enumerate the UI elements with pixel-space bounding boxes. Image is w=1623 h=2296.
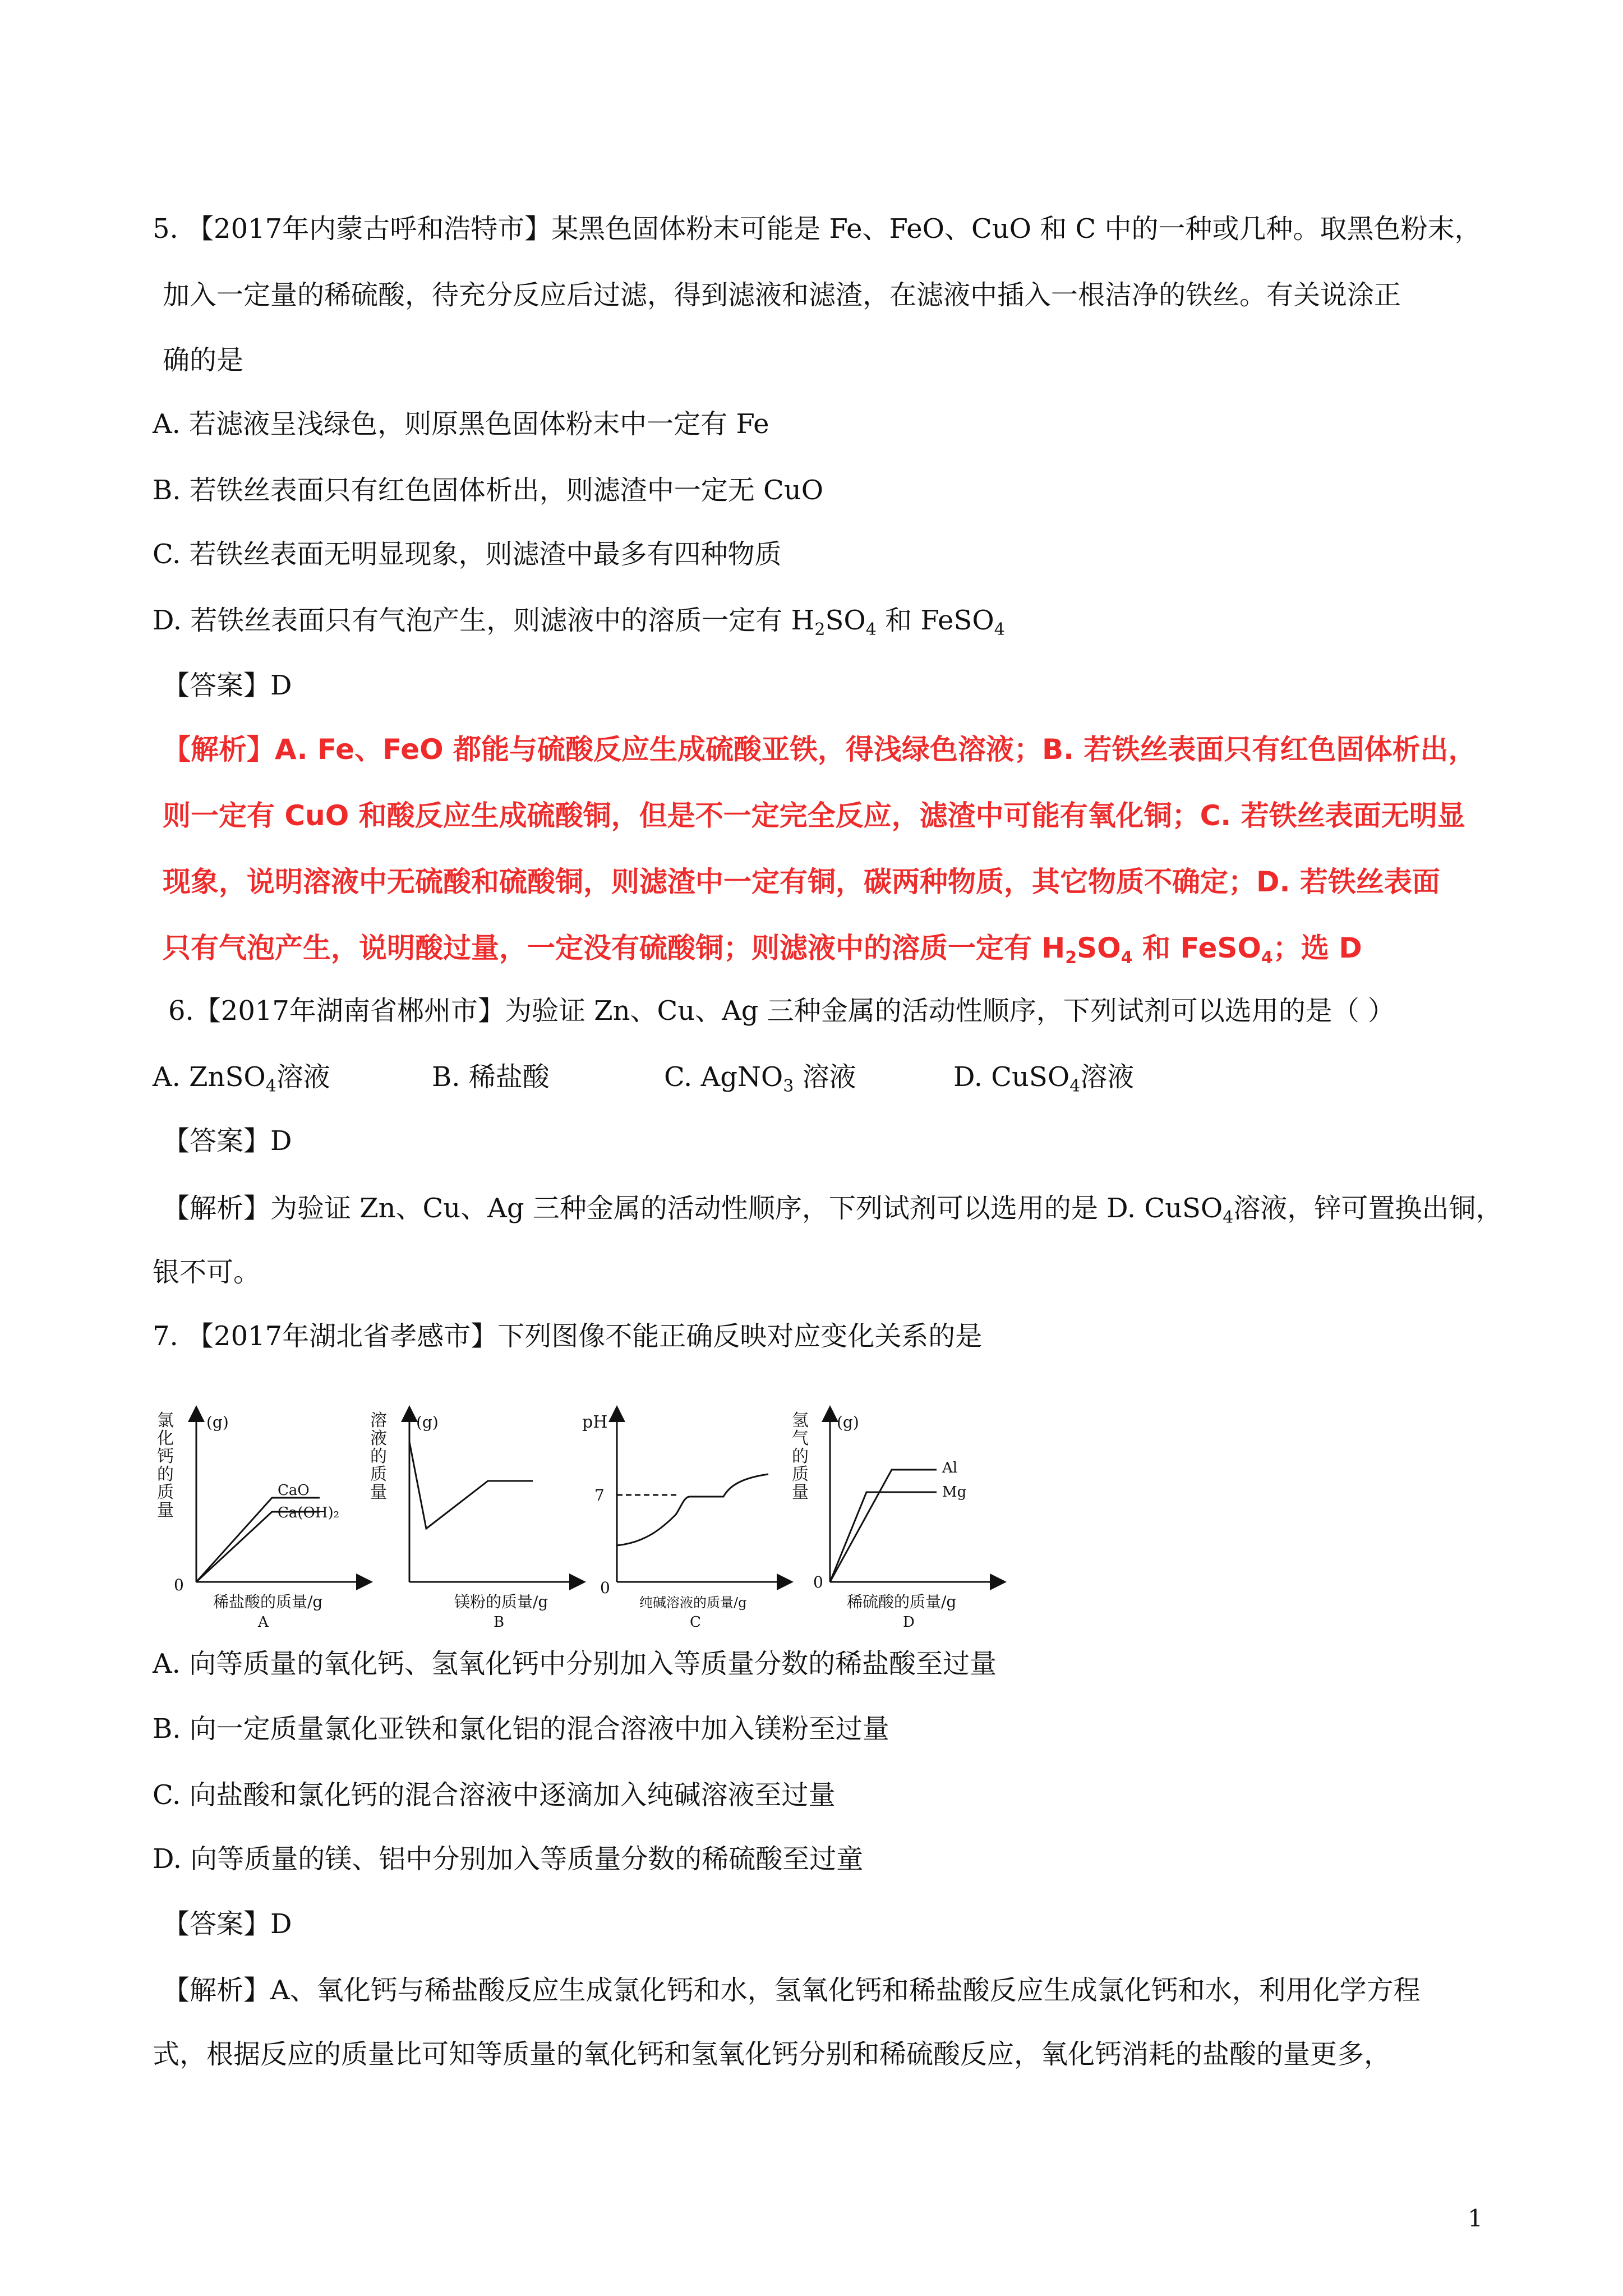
q5-analysis-line-3: 现象，说明溶液中无硫酸和硫酸铜，则滤渣中一定有铜，碳两种物质，其它物质不确定；D. 若铁丝表面 xyxy=(163,866,1440,898)
graph-a-xlabel: 稀盐酸的质量/g xyxy=(213,1593,323,1611)
graph-d-label-mg: Mg xyxy=(942,1484,967,1501)
graph-b-caption: B xyxy=(494,1614,505,1627)
graph-d-origin: 0 xyxy=(813,1573,823,1591)
graph-d-curve-al xyxy=(830,1470,937,1582)
graph-a-ylabel: 氯化钙的质量 xyxy=(157,1411,174,1520)
graph-a-unit: (g) xyxy=(206,1413,229,1432)
graph-a-label-caoh2: Ca(OH)₂ xyxy=(278,1504,340,1521)
q5-stem-line-1: 5. 【2017年内蒙古呼和浩特市】某黑色固体粉末可能是 Fe、FeO、CuO 和 C 中的一种或几种。取黑色粉末， xyxy=(153,213,1482,245)
q7-option-a: A. 向等质量的氧化钙、氢氧化钙中分别加入等质量分数的稀盐酸至过量 xyxy=(153,1648,997,1680)
q5-option-a: A. 若滤液呈浅绿色，则原黑色固体粉末中一定有 Fe xyxy=(153,408,769,440)
graph-a-curve-caoh2 xyxy=(196,1512,320,1582)
q5-option-b: B. 若铁丝表面只有红色固体析出，则滤渣中一定无 CuO xyxy=(153,475,824,506)
graph-b-curve xyxy=(409,1442,533,1529)
q5-stem-line-3: 确的是 xyxy=(163,344,244,376)
q7-stem: 7. 【2017年湖北省孝感市】下列图像不能正确反映对应变化关系的是 xyxy=(153,1320,983,1352)
q5-stem-line-2: 加入一定量的稀硫酸，待充分反应后过滤，得到滤液和滤渣，在滤液中插入一根洁净的铁丝。有关说涂正 xyxy=(163,279,1401,311)
q7-answer: 【答案】D xyxy=(163,1908,292,1940)
graph-a-caption: A xyxy=(258,1614,269,1627)
graph-d-caption: D xyxy=(903,1614,915,1627)
q7-option-b: B. 向一定质量氯化亚铁和氯化铝的混合溶液中加入镁粉至过量 xyxy=(153,1713,889,1745)
q6-option-c: C. AgNO$_3$ 溶液 xyxy=(664,1061,856,1096)
graph-c-caption: C xyxy=(690,1614,701,1627)
q6-answer: 【答案】D xyxy=(163,1125,292,1157)
q5-analysis-line-2: 则一定有 CuO 和酸反应生成硫酸铜，但是不一定完全反应，滤渣中可能有氧化铜；C. 若铁丝表面无明显 xyxy=(163,799,1465,832)
graph-a-label-cao: CaO xyxy=(278,1482,310,1499)
graph-b-xlabel: 镁粉的质量/g xyxy=(454,1593,548,1611)
q7-analysis-line-1: 【解析】A、氧化钙与稀盐酸反应生成氯化钙和水，氢氧化钙和稀盐酸反应生成氯化钙和水，利用化学方程 xyxy=(163,1975,1421,2006)
q5-answer: 【答案】D xyxy=(163,670,292,701)
q6-stem: 6.【2017年湖南省郴州市】为验证 Zn、Cu、Ag 三种金属的活动性顺序，下列试剂可以选用的是（ ） xyxy=(168,995,1395,1027)
graph-c-origin: 0 xyxy=(600,1579,610,1597)
q6-analysis-line-1: 【解析】为验证 Zn、Cu、Ag 三种金属的活动性顺序，下列试剂可以选用的是 D. CuSO$_4$溶液，锌可置换出铜， xyxy=(163,1193,1503,1227)
graph-d-unit: (g) xyxy=(837,1413,859,1432)
graph-b xyxy=(409,1414,578,1582)
graph-d-ylabel: 氢气的质量 xyxy=(792,1411,809,1502)
graph-c-xlabel: 纯碱溶液的质量/g xyxy=(639,1595,747,1611)
q5-option-c: C. 若铁丝表面无明显现象，则滤渣中最多有四种物质 xyxy=(153,539,782,570)
graph-d-curve-mg xyxy=(830,1492,937,1582)
graph-d-xlabel: 稀硫酸的质量/g xyxy=(847,1593,957,1611)
q7-option-d: D. 向等质量的镁、铝中分别加入等质量分数的稀硫酸至过童 xyxy=(153,1843,864,1875)
graph-c xyxy=(617,1414,785,1582)
q7-graphs-figure xyxy=(151,1402,1026,1627)
q5-option-d: D. 若铁丝表面只有气泡产生，则滤液中的溶质一定有 $H_2SO_4$ 和 FeSO$_4$ xyxy=(153,605,1005,639)
graph-c-ylabel: pH xyxy=(582,1412,608,1432)
graph-b-unit: (g) xyxy=(416,1413,439,1432)
q7-option-c: C. 向盐酸和氯化钙的混合溶液中逐滴加入纯碱溶液至过量 xyxy=(153,1779,836,1811)
q5-analysis-line-1: 【解析】A. Fe、FeO 都能与硫酸反应生成硫酸亚铁，得浅绿色溶液；B. 若铁丝表面只有红色固体析出， xyxy=(163,733,1477,766)
graph-c-curve xyxy=(617,1474,768,1545)
q6-analysis-line-2: 银不可。 xyxy=(153,1257,261,1288)
q5-analysis-line-4: 只有气泡产生，说明酸过量，一定没有硫酸铜；则滤液中的溶质一定有 $H_2SO_4$ 和 FeSO$_4$；选 D xyxy=(163,932,1362,968)
graph-c-ph7-label: 7 xyxy=(594,1486,605,1504)
q6-option-b: B. 稀盐酸 xyxy=(432,1061,550,1093)
graph-a-origin: 0 xyxy=(174,1576,184,1594)
graph-b-ylabel: 溶液的质量 xyxy=(370,1411,387,1502)
graph-d-label-al: Al xyxy=(942,1460,958,1476)
q7-analysis-line-2: 式，根据反应的质量比可知等质量的氧化钙和氢氧化钙分别和稀硫酸反应，氧化钙消耗的盐酸的量更多， xyxy=(153,2039,1391,2070)
page-number: 1 xyxy=(1468,2205,1483,2232)
q6-option-d: D. CuSO$_4$溶液 xyxy=(953,1061,1135,1096)
q6-option-a: A. ZnSO$_4$溶液 xyxy=(153,1061,330,1096)
graph-d xyxy=(830,1414,998,1582)
